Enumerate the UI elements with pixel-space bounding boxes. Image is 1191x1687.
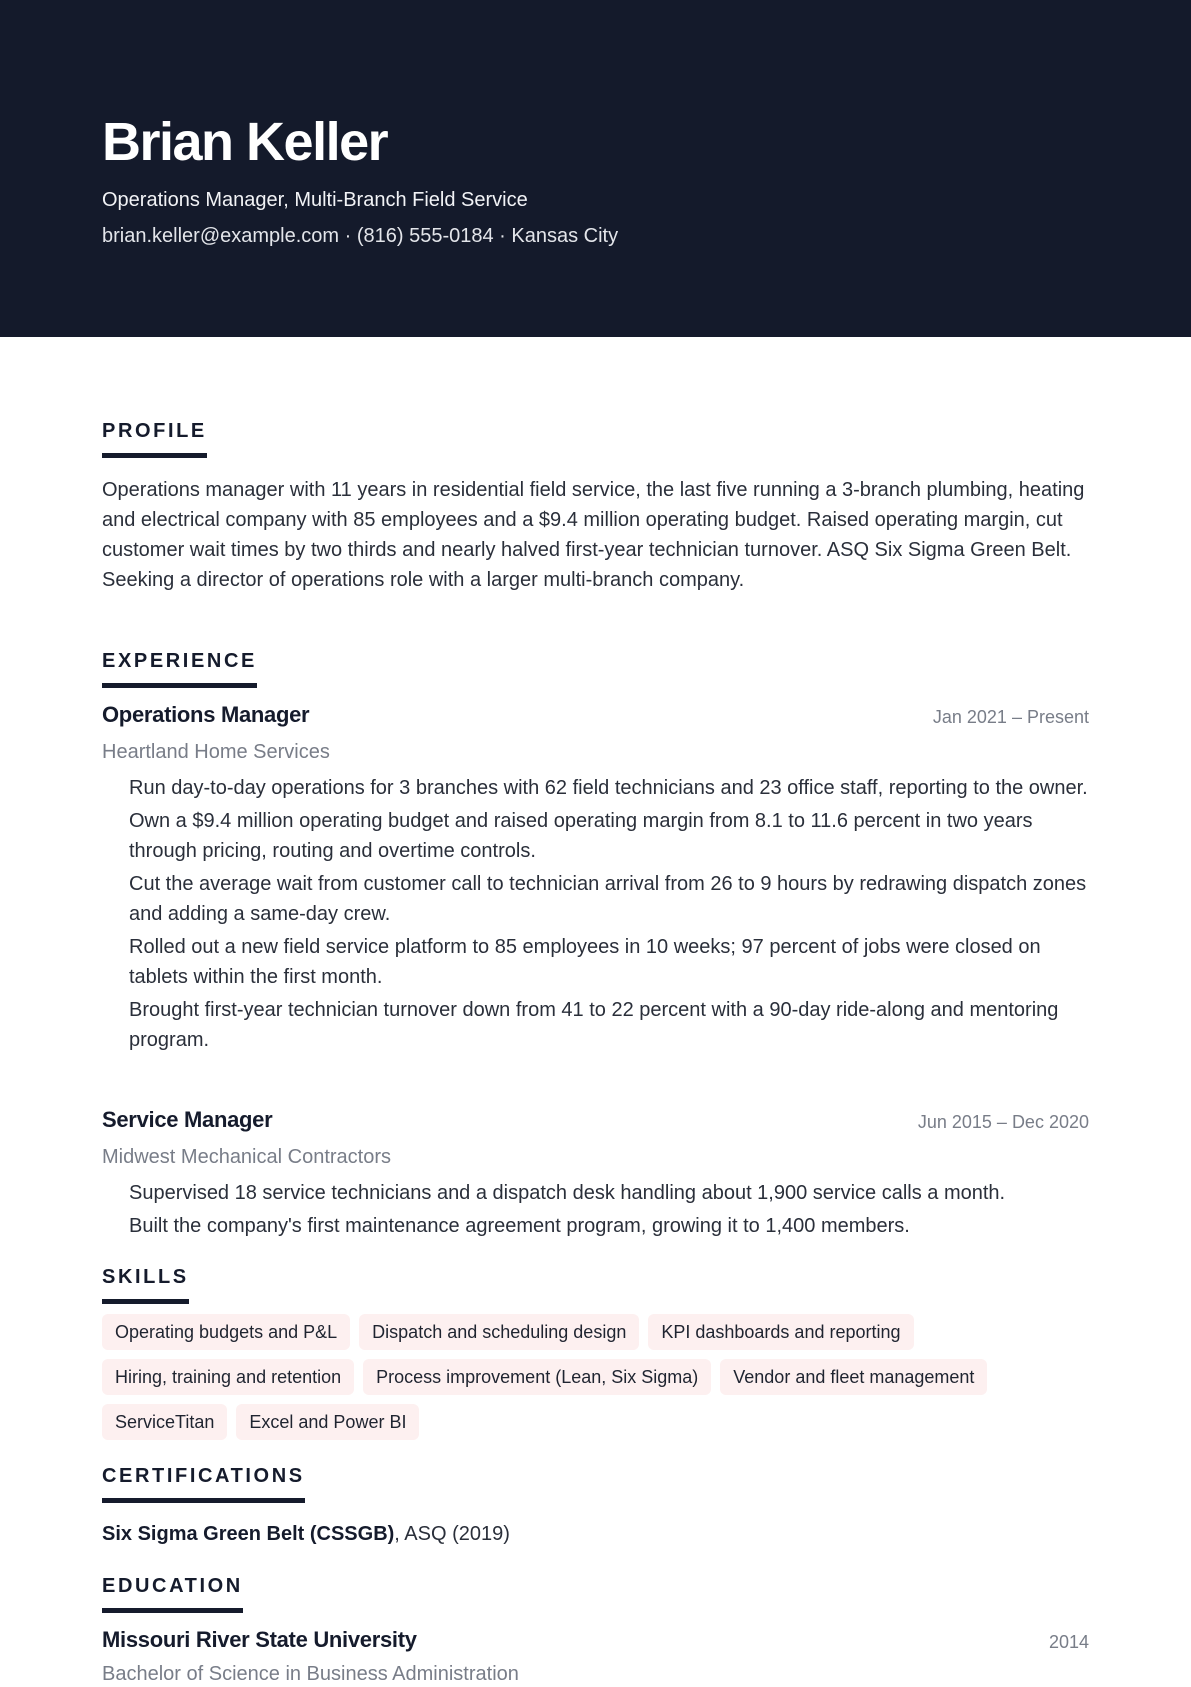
job-bullet: Run day-to-day operations for 3 branches with 62 field technicians and 23 office staff, reporting to the owner. [129, 777, 1088, 799]
skill-chip: KPI dashboards and reporting [648, 1314, 913, 1350]
job-bullets [129, 1178, 1089, 1244]
certification-entry [102, 1520, 510, 1548]
section-title-experience: EXPERIENCE [102, 648, 257, 688]
job-title: Service Manager [102, 1107, 273, 1132]
section-title-education: EDUCATION [102, 1573, 243, 1613]
job-bullet: Brought first-year technician turnover down from 41 to 22 percent with a 90-day ride-along and mentoring program. [129, 999, 1059, 1051]
candidate-headline: Operations Manager, Multi-Branch Field Service [102, 189, 528, 211]
skill-chip: Operating budgets and P&L [102, 1314, 350, 1350]
skill-chip: Hiring, training and retention [102, 1359, 354, 1395]
job-bullet: Supervised 18 service technicians and a dispatch desk handling about 1,900 service calls a month. [129, 1182, 1006, 1204]
company-name: Heartland Home Services [102, 741, 330, 763]
school-name: Missouri River State University [102, 1627, 417, 1652]
section-title-skills: SKILLS [102, 1264, 189, 1304]
degree: Bachelor of Science in Business Administration [102, 1663, 519, 1685]
skill-chip: Process improvement (Lean, Six Sigma) [363, 1359, 711, 1395]
job-bullet: Built the company's first maintenance agreement program, growing it to 1,400 members. [129, 1215, 910, 1237]
certification-issuer: , ASQ (2019) [394, 1523, 510, 1545]
contact-line: brian.keller@example.com · (816) 555-0184 · Kansas City [102, 225, 619, 247]
job-dates: Jan 2021 – Present [932, 707, 1089, 727]
skill-chip: ServiceTitan [102, 1404, 227, 1440]
skill-chip: Excel and Power BI [236, 1404, 419, 1440]
job-bullet: Cut the average wait from customer call to technician arrival from 26 to 9 hours by redrawing dispatch zones and adding a same-day crew. [129, 873, 1087, 925]
section-title-certifications: CERTIFICATIONS [102, 1463, 305, 1503]
certification-name: Six Sigma Green Belt (CSSGB) [102, 1523, 395, 1545]
skills-list [102, 1314, 1089, 1449]
job-dates: Jun 2015 – Dec 2020 [917, 1112, 1089, 1132]
skill-chip: Vendor and fleet management [720, 1359, 987, 1395]
job-bullet: Rolled out a new field service platform to 85 employees in 10 weeks; 97 percent of jobs were closed on tablets within the first month. [129, 936, 1041, 988]
company-name: Midwest Mechanical Contractors [102, 1146, 391, 1168]
resume-header [0, 0, 1191, 337]
profile-summary: Operations manager with 11 years in residential field service, the last five running a 3-branch plumbing, heating and electrical company with 85 employees and a $9.4 million operating budget. Raised operating margin, cut customer wait times by two thirds and nearly halved first-year technician turnover. ASQ Six Sigma Green Belt. Seeking a director of operations role with a larger multi-branch company. [102, 479, 1085, 591]
candidate-name: Brian Keller [102, 112, 388, 172]
graduation-year: 2014 [1048, 1632, 1089, 1652]
job-bullets [129, 773, 1089, 1058]
job-title: Operations Manager [102, 702, 310, 727]
skill-chip: Dispatch and scheduling design [359, 1314, 639, 1350]
section-title-profile: PROFILE [102, 418, 207, 458]
job-bullet: Own a $9.4 million operating budget and raised operating margin from 8.1 to 11.6 percent in two years through pricing, routing and overtime controls. [129, 810, 1033, 862]
